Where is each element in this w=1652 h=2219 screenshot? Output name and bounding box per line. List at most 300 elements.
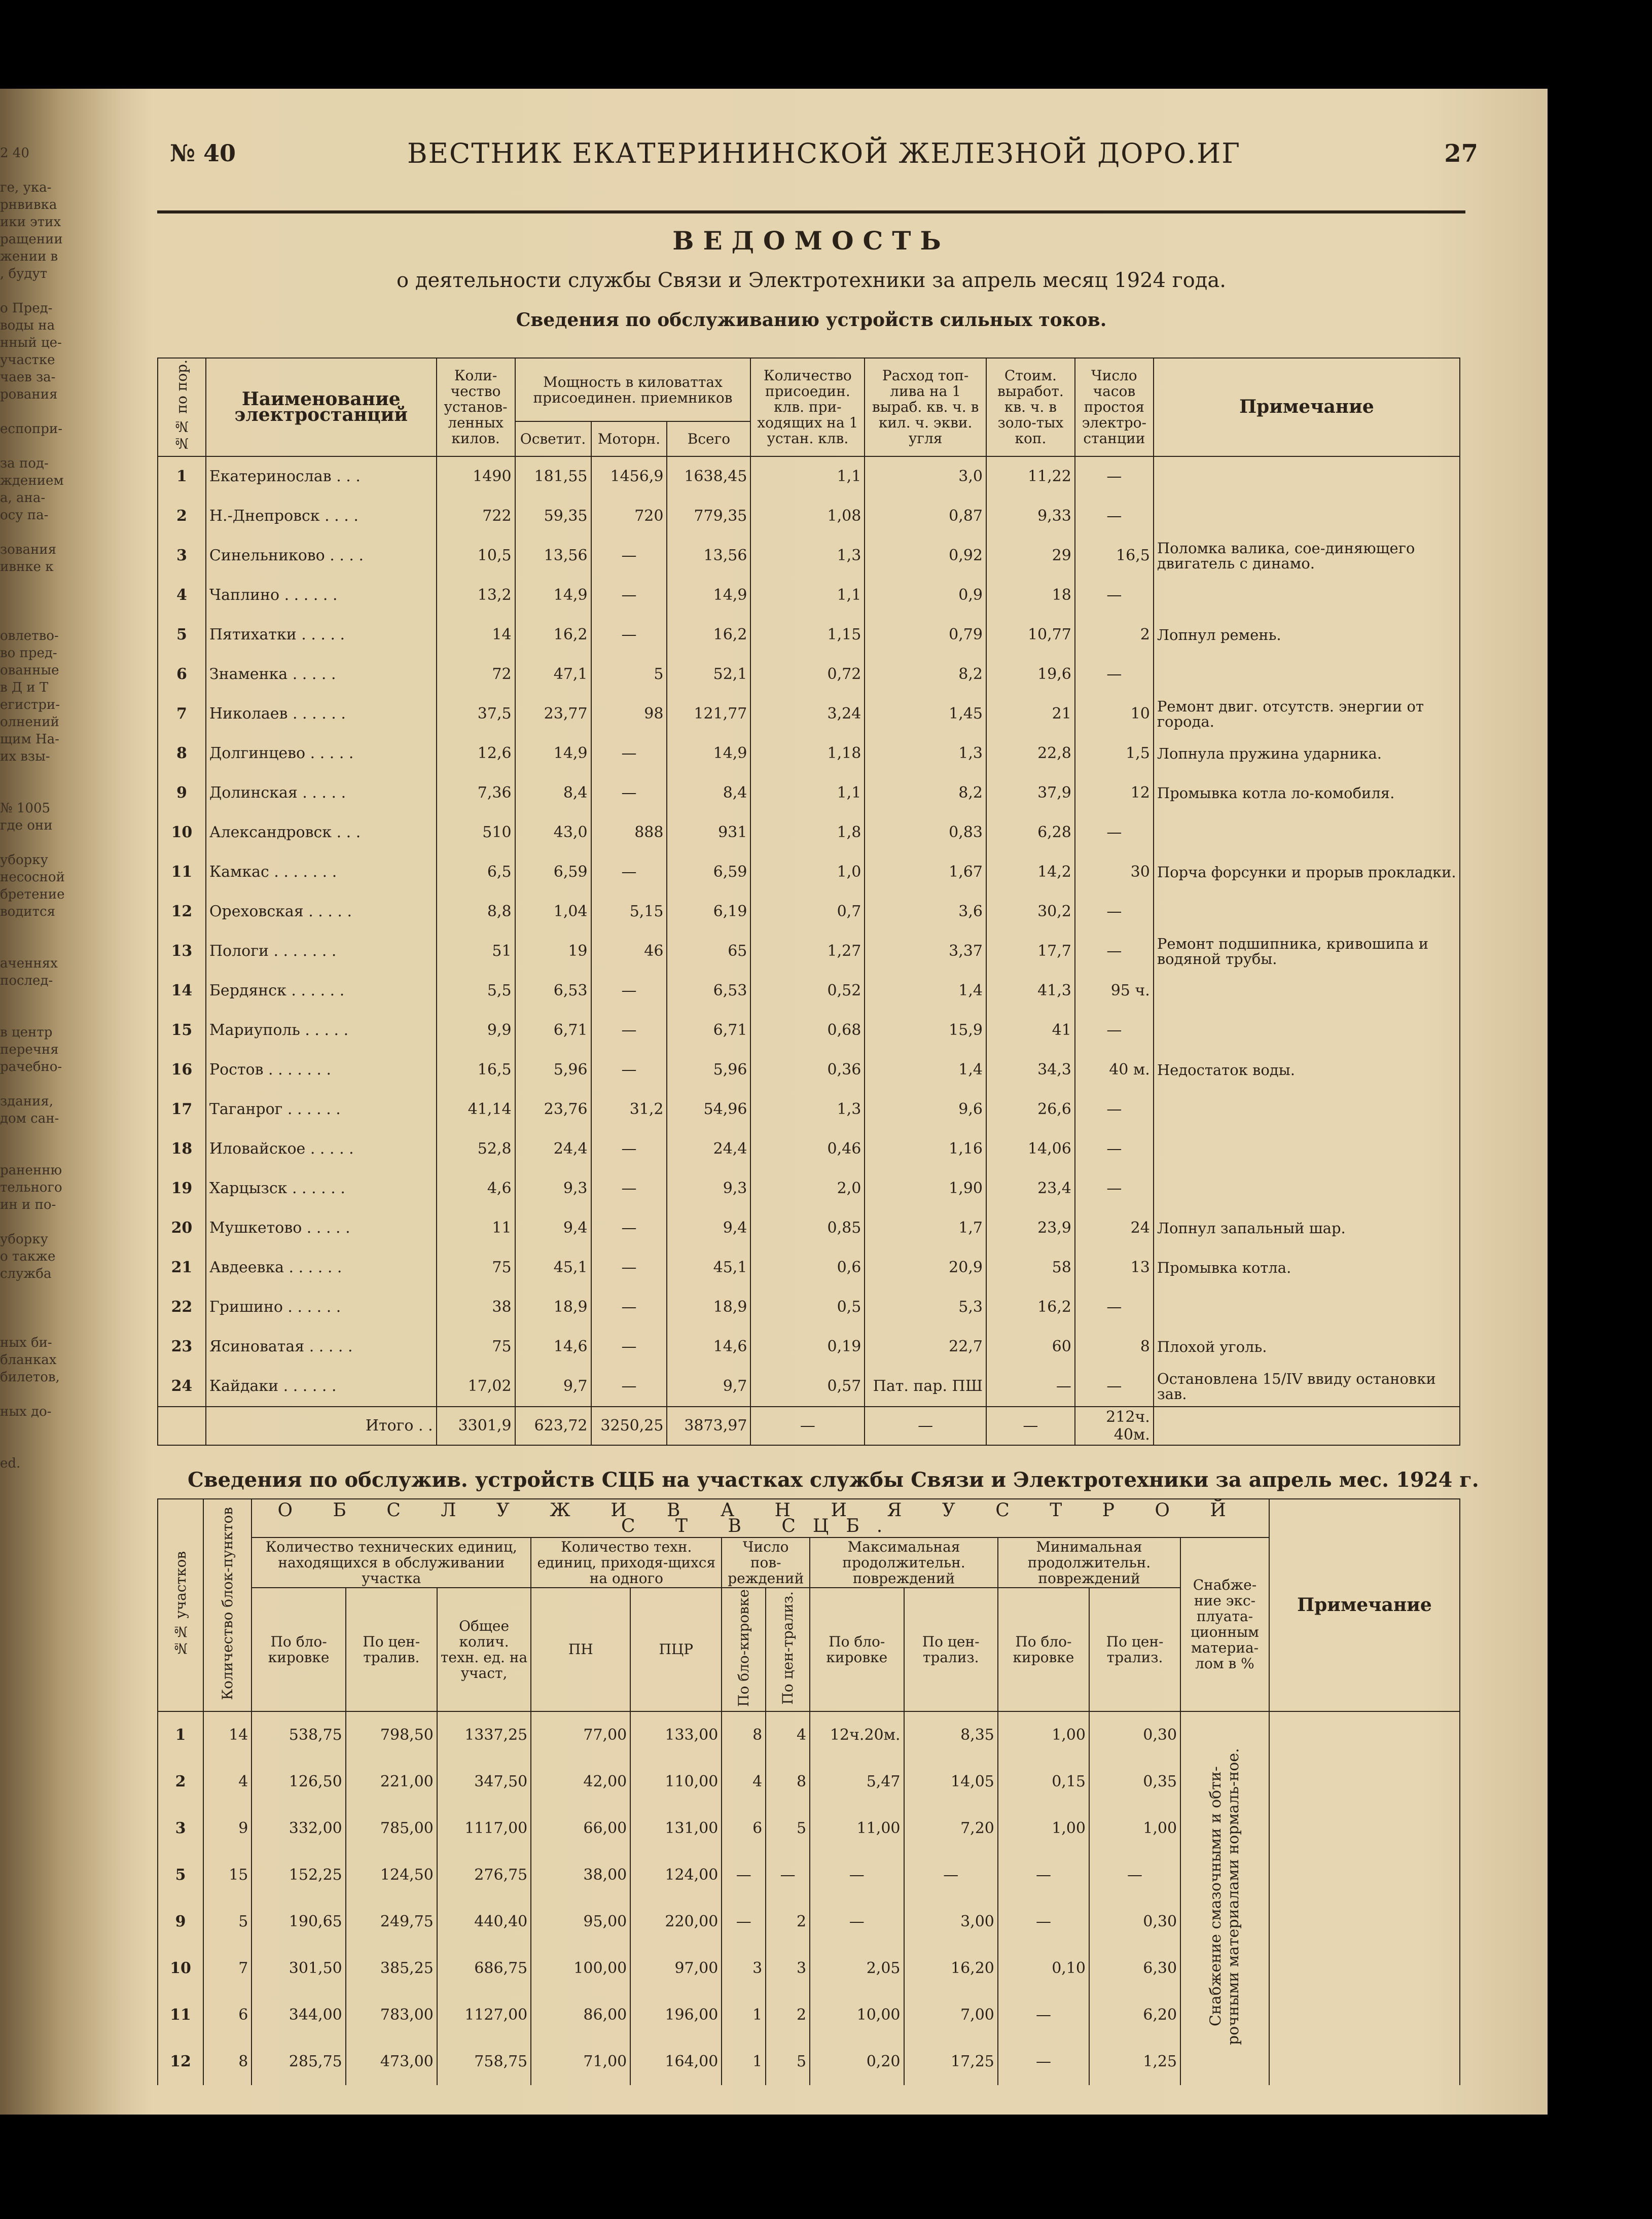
table1-caption: Сведения по обслуживанию устройств сильных токов.	[516, 309, 1107, 331]
station-cell-fuel: 9,6	[865, 1090, 986, 1129]
left-text-line: ин и по-	[0, 1197, 56, 1212]
col-total-header: Всего	[667, 421, 750, 456]
station-cell-motor: —	[591, 1287, 667, 1327]
station-cell-count: 11	[437, 1208, 515, 1248]
section-cell-pcr: 196,00	[630, 1992, 722, 2038]
section-cell-minb: 0,10	[998, 1945, 1089, 1992]
station-cell-idle: —	[1075, 456, 1154, 496]
station-cell-motor: 1456,9	[591, 456, 667, 496]
station-cell-total: 6,53	[667, 971, 750, 1011]
station-cell-n: 23	[158, 1327, 206, 1367]
section-cell-tot: 1117,00	[437, 1805, 531, 1852]
station-cell-motor: —	[591, 1011, 667, 1050]
section-cell-c: 473,00	[346, 2038, 437, 2085]
station-cell-total: 65	[667, 932, 750, 971]
total-cost: —	[986, 1407, 1075, 1445]
station-cell-total: 52,1	[667, 655, 750, 694]
station-cell-per: 0,57	[750, 1367, 865, 1407]
section-cell-maxb: 10,00	[810, 1992, 904, 2038]
station-cell-light: 6,71	[515, 1011, 591, 1050]
station-cell-per: 0,46	[750, 1129, 865, 1169]
station-cell-n: 13	[158, 932, 206, 971]
left-text-line	[0, 920, 109, 938]
station-cell-total: 6,19	[667, 892, 750, 932]
station-cell-total: 45,1	[667, 1248, 750, 1287]
station-cell-note	[1154, 1011, 1460, 1050]
t2-col-blocks-header: Количество блок-пунктов	[203, 1499, 252, 1711]
section-cell-maxb: 2,05	[810, 1945, 904, 1992]
station-cell-note	[1154, 576, 1460, 615]
station-cell-n: 20	[158, 1208, 206, 1248]
station-cell-cost: 14,06	[986, 1129, 1075, 1169]
section-cell-blocks: 5	[203, 1899, 252, 1945]
station-row	[158, 892, 1460, 932]
section-cell-maxc: 8,35	[904, 1711, 998, 1759]
left-text-line: ращении	[0, 232, 63, 247]
section-cell-dc: 4	[766, 1711, 810, 1759]
station-cell-idle: 2	[1075, 615, 1154, 655]
station-cell-n: 7	[158, 694, 206, 734]
document-subtitle: о деятельности службы Связи и Электротехники за апрель месяц 1924 года.	[397, 269, 1226, 292]
station-cell-note: Лопнул запальный шар.	[1154, 1208, 1460, 1248]
t2-min-block-header: По бло-кировке	[998, 1588, 1089, 1711]
section-cell-minc: 0,35	[1089, 1759, 1180, 1805]
section-cell-pcr: 131,00	[630, 1805, 722, 1852]
section-cell-b: 344,00	[252, 1992, 345, 2038]
left-text-line	[0, 162, 109, 179]
section-cell-pcr: 97,00	[630, 1945, 722, 1992]
t2-pn-header: ПН	[531, 1588, 630, 1711]
station-cell-per: 2,0	[750, 1169, 865, 1208]
station-cell-per: 1,3	[750, 536, 865, 576]
station-cell-count: 5,5	[437, 971, 515, 1011]
section-cell-maxb: 0,20	[810, 2038, 904, 2085]
section-cell-pn: 42,00	[531, 1759, 630, 1805]
station-cell-n: 8	[158, 734, 206, 773]
t2-per-one-header: Количество техн. единиц, приходя-щихся на одного	[531, 1537, 722, 1588]
station-cell-count: 722	[437, 496, 515, 536]
section-cell-blocks: 7	[203, 1945, 252, 1992]
section-cell-maxb: 12ч.20м.	[810, 1711, 904, 1759]
left-text-line	[0, 1007, 109, 1024]
station-cell-light: 47,1	[515, 655, 591, 694]
section-cell-b: 285,75	[252, 2038, 345, 2085]
t2-by-central-header: По цен-тралив.	[346, 1588, 437, 1711]
col-notes-header: Примечание	[1154, 358, 1460, 456]
station-cell-total: 5,96	[667, 1050, 750, 1090]
station-cell-idle: —	[1075, 496, 1154, 536]
station-cell-count: 16,5	[437, 1050, 515, 1090]
left-text-line	[0, 989, 109, 1007]
station-cell-cost: 9,33	[986, 496, 1075, 536]
t2-by-block-header: По бло-кировке	[252, 1588, 345, 1711]
left-text-line: в центр	[0, 1025, 53, 1040]
section-cell-minc: 0,30	[1089, 1711, 1180, 1759]
left-text-line	[0, 1076, 109, 1093]
station-cell-motor: —	[591, 1367, 667, 1407]
left-text-line: послед-	[0, 973, 53, 988]
station-row	[158, 1327, 1460, 1367]
left-text-line: рнвивка	[0, 197, 57, 212]
left-text-line	[0, 1438, 109, 1455]
station-cell-idle: 10	[1075, 694, 1154, 734]
section-cell-n: 3	[158, 1805, 203, 1852]
station-cell-total: 9,4	[667, 1208, 750, 1248]
station-cell-note: Лопнул ремень.	[1154, 615, 1460, 655]
station-cell-note	[1154, 456, 1460, 496]
station-cell-name: Харцызск . . . . . .	[206, 1169, 437, 1208]
station-cell-total: 1638,45	[667, 456, 750, 496]
section-cell-minb: 0,15	[998, 1759, 1089, 1805]
page-number: 27	[1444, 139, 1478, 168]
station-cell-cost: 41	[986, 1011, 1075, 1050]
station-cell-cost: 6,28	[986, 813, 1075, 852]
station-cell-motor: —	[591, 1327, 667, 1367]
section-cell-n: 9	[158, 1899, 203, 1945]
station-cell-count: 13,2	[437, 576, 515, 615]
station-cell-fuel: 1,45	[865, 694, 986, 734]
station-cell-name: Знаменка . . . . .	[206, 655, 437, 694]
section-cell-dc: —	[766, 1852, 810, 1899]
total-count: 3301,9	[437, 1407, 515, 1445]
section-cell-minb: —	[998, 1992, 1089, 2038]
station-cell-motor: —	[591, 1129, 667, 1169]
section-cell-dc: 5	[766, 1805, 810, 1852]
station-cell-count: 14	[437, 615, 515, 655]
station-cell-name: Пятихатки . . . . .	[206, 615, 437, 655]
left-text-line: щим На-	[0, 732, 59, 747]
station-cell-fuel: 1,67	[865, 852, 986, 892]
station-cell-per: 0,6	[750, 1248, 865, 1287]
section-cell-pcr: 220,00	[630, 1899, 722, 1945]
section-cell-db: 1	[722, 2038, 766, 2085]
station-cell-per: 1,1	[750, 576, 865, 615]
station-cell-note	[1154, 496, 1460, 536]
station-cell-n: 15	[158, 1011, 206, 1050]
left-text-line	[0, 1127, 109, 1144]
station-cell-light: 45,1	[515, 1248, 591, 1287]
t2-min-dur-header: Минимальная продолжительн. повреждений	[998, 1537, 1180, 1588]
station-cell-fuel: 1,4	[865, 971, 986, 1011]
station-cell-count: 12,6	[437, 734, 515, 773]
section-cell-n: 1	[158, 1711, 203, 1759]
section-cell-n: 11	[158, 1992, 203, 2038]
station-cell-count: 4,6	[437, 1169, 515, 1208]
section-cell-maxc: 3,00	[904, 1899, 998, 1945]
station-cell-count: 52,8	[437, 1129, 515, 1169]
total-total: 3873,97	[667, 1407, 750, 1445]
page-header	[170, 134, 1478, 175]
section-cell-minc: 0,30	[1089, 1899, 1180, 1945]
station-cell-name: Гришино . . . . . .	[206, 1287, 437, 1327]
station-cell-note: Ремонт подшипника, кривошипа и водяной трубы.	[1154, 932, 1460, 971]
left-text-line: бретение	[0, 887, 65, 902]
section-cell-dc: 3	[766, 1945, 810, 1992]
station-cell-idle: 1,5	[1075, 734, 1154, 773]
left-text-line: несосной	[0, 870, 65, 885]
station-cell-cost: 37,9	[986, 773, 1075, 813]
left-text-line: воды на	[0, 318, 55, 333]
station-cell-motor: —	[591, 536, 667, 576]
station-cell-name: Ростов . . . . . . .	[206, 1050, 437, 1090]
station-cell-count: 51	[437, 932, 515, 971]
left-text-line: где они	[0, 818, 53, 833]
station-cell-light: 19	[515, 932, 591, 971]
section-cell-tot: 758,75	[437, 2038, 531, 2085]
journal-title: ВЕСТНИК ЕКАТЕРИНИНСКОЙ ЖЕЛЕЗНОЙ ДОРО.ИГ	[407, 137, 1241, 169]
station-cell-light: 1,04	[515, 892, 591, 932]
left-text-line	[0, 282, 109, 300]
left-text-line: ики этих	[0, 214, 61, 230]
station-cell-per: 1,18	[750, 734, 865, 773]
station-cell-n: 2	[158, 496, 206, 536]
section-cell-pcr: 110,00	[630, 1759, 722, 1805]
left-text-line: раненню	[0, 1163, 62, 1178]
left-text-line	[0, 593, 109, 610]
station-cell-note	[1154, 892, 1460, 932]
left-text-line: служба	[0, 1266, 52, 1281]
station-cell-idle: —	[1075, 813, 1154, 852]
left-text-line: ных до-	[0, 1404, 52, 1419]
section-cell-minc: 6,30	[1089, 1945, 1180, 1992]
station-cell-name: Чаплино . . . . . .	[206, 576, 437, 615]
station-cell-note	[1154, 1287, 1460, 1327]
left-text-line: дом сан-	[0, 1111, 59, 1126]
section-cell-b: 126,50	[252, 1759, 345, 1805]
journal-page	[0, 89, 1548, 2115]
section-cell-maxb: —	[810, 1899, 904, 1945]
section-cell-db: 6	[722, 1805, 766, 1852]
station-cell-n: 1	[158, 456, 206, 496]
station-cell-note: Плохой уголь.	[1154, 1327, 1460, 1367]
left-text-line: в Д и Т	[0, 680, 49, 695]
section-cell-db: 1	[722, 1992, 766, 2038]
station-cell-per: 1,1	[750, 456, 865, 496]
station-cell-idle: —	[1075, 1011, 1154, 1050]
station-cell-note: Недостаток воды.	[1154, 1050, 1460, 1090]
total-idle: 212ч. 40м.	[1075, 1407, 1154, 1445]
section-cell-dc: 5	[766, 2038, 810, 2085]
station-row	[158, 1208, 1460, 1248]
station-cell-motor: —	[591, 1050, 667, 1090]
section-cell-blocks: 9	[203, 1805, 252, 1852]
station-cell-total: 14,9	[667, 576, 750, 615]
station-cell-idle: 13	[1075, 1248, 1154, 1287]
left-text-line: ждением	[0, 473, 64, 488]
total-fuel: —	[865, 1407, 986, 1445]
station-cell-name: Мариуполь . . . . .	[206, 1011, 437, 1050]
station-cell-n: 24	[158, 1367, 206, 1407]
station-cell-total: 18,9	[667, 1287, 750, 1327]
station-cell-n: 4	[158, 576, 206, 615]
station-cell-cost: 16,2	[986, 1287, 1075, 1327]
section-cell-minb: —	[998, 1899, 1089, 1945]
total-label: Итого . .	[206, 1407, 437, 1445]
section-cell-c: 798,50	[346, 1711, 437, 1759]
station-cell-note: Лопнула пружина ударника.	[1154, 734, 1460, 773]
station-row	[158, 932, 1460, 971]
station-cell-light: 9,7	[515, 1367, 591, 1407]
station-cell-per: 0,36	[750, 1050, 865, 1090]
section-cell-pn: 77,00	[531, 1711, 630, 1759]
station-cell-fuel: 22,7	[865, 1327, 986, 1367]
station-row	[158, 1050, 1460, 1090]
left-text-line	[0, 938, 109, 955]
power-stations-table	[157, 357, 1460, 1446]
left-text-line: 2 40	[0, 146, 29, 161]
t2-dmg-block-header: По бло-кировке	[722, 1588, 766, 1711]
station-row	[158, 496, 1460, 536]
section-cell-c: 783,00	[346, 1992, 437, 2038]
left-text-line: а, ана-	[0, 490, 46, 506]
col-per-unit-header: Количество присоедин. клв. при-ходящих на 1 устан. клв.	[750, 358, 865, 456]
left-text-line: ованные	[0, 663, 59, 678]
station-cell-fuel: 1,7	[865, 1208, 986, 1248]
section-cell-blocks: 6	[203, 1992, 252, 2038]
station-row	[158, 1367, 1460, 1407]
section-cell-c: 249,75	[346, 1899, 437, 1945]
section-cell-blocks: 14	[203, 1711, 252, 1759]
station-cell-total: 6,59	[667, 852, 750, 892]
section-cell-minc: 6,20	[1089, 1992, 1180, 2038]
station-cell-count: 75	[437, 1248, 515, 1287]
section-cell-tot: 686,75	[437, 1945, 531, 1992]
left-text-line: перечня	[0, 1042, 59, 1057]
station-cell-note: Промывка котла.	[1154, 1248, 1460, 1287]
col-index-header: №№ по пор.	[158, 358, 206, 456]
left-text-line: зования	[0, 542, 57, 557]
station-cell-motor: —	[591, 971, 667, 1011]
station-cell-per: 1,1	[750, 773, 865, 813]
left-text-line	[0, 576, 109, 593]
station-row	[158, 1248, 1460, 1287]
station-cell-light: 59,35	[515, 496, 591, 536]
station-cell-fuel: 8,2	[865, 655, 986, 694]
station-cell-per: 0,68	[750, 1011, 865, 1050]
station-cell-idle: 12	[1075, 773, 1154, 813]
station-cell-count: 75	[437, 1327, 515, 1367]
station-cell-fuel: 0,79	[865, 615, 986, 655]
col-power-header: Мощность в киловаттах присоединен. приемников	[515, 358, 751, 421]
station-cell-cost: 18	[986, 576, 1075, 615]
station-cell-motor: 5	[591, 655, 667, 694]
section-cell-maxc: 16,20	[904, 1945, 998, 1992]
section-cell-c: 124,50	[346, 1852, 437, 1899]
station-cell-light: 14,9	[515, 576, 591, 615]
left-text-line: осу па-	[0, 508, 49, 523]
station-cell-per: 0,5	[750, 1287, 865, 1327]
left-text-line	[0, 1386, 109, 1403]
left-text-line: жении в	[0, 249, 58, 264]
station-cell-light: 24,4	[515, 1129, 591, 1169]
station-cell-per: 1,08	[750, 496, 865, 536]
station-cell-n: 21	[158, 1248, 206, 1287]
station-cell-light: 43,0	[515, 813, 591, 852]
section-cell-dc: 2	[766, 1899, 810, 1945]
station-cell-light: 9,4	[515, 1208, 591, 1248]
section-cell-tot: 276,75	[437, 1852, 531, 1899]
section-cell-db: 4	[722, 1759, 766, 1805]
station-row	[158, 1011, 1460, 1050]
station-cell-light: 181,55	[515, 456, 591, 496]
station-row	[158, 813, 1460, 852]
left-text-line	[0, 610, 109, 627]
left-text-line: здания,	[0, 1094, 54, 1109]
station-cell-fuel: 1,16	[865, 1129, 986, 1169]
station-cell-light: 16,2	[515, 615, 591, 655]
left-text-line: уборку	[0, 852, 48, 868]
station-cell-count: 510	[437, 813, 515, 852]
section-cell-maxc: 7,20	[904, 1805, 998, 1852]
station-row	[158, 456, 1460, 496]
left-text-line: овлетво-	[0, 628, 59, 643]
section-cell-blocks: 8	[203, 2038, 252, 2085]
station-cell-count: 17,02	[437, 1367, 515, 1407]
left-text-line	[0, 524, 109, 541]
station-cell-name: Таганрог . . . . . .	[206, 1090, 437, 1129]
station-cell-note	[1154, 1169, 1460, 1208]
station-row	[158, 1287, 1460, 1327]
section-cell-minb: 1,00	[998, 1711, 1089, 1759]
station-cell-motor: —	[591, 1248, 667, 1287]
station-cell-motor: —	[591, 852, 667, 892]
station-cell-motor: 720	[591, 496, 667, 536]
station-cell-note	[1154, 1090, 1460, 1129]
t2-pcr-header: ПЦР	[630, 1588, 722, 1711]
section-cell-pcr: 164,00	[630, 2038, 722, 2085]
station-row	[158, 576, 1460, 615]
section-cell-pn: 95,00	[531, 1899, 630, 1945]
section-cell-blocks: 15	[203, 1852, 252, 1899]
left-text-line: , будут	[0, 266, 48, 281]
station-cell-n: 16	[158, 1050, 206, 1090]
t2-total-units-header: Общее колич. техн. ед. на участ,	[437, 1588, 531, 1711]
left-text-line: ивнке к	[0, 559, 54, 575]
t2-max-central-header: По цен-трализ.	[904, 1588, 998, 1711]
station-cell-n: 10	[158, 813, 206, 852]
col-idle-header: Число часов простоя электро-станции	[1075, 358, 1154, 456]
station-cell-idle: 95 ч.	[1075, 971, 1154, 1011]
station-cell-cost: —	[986, 1367, 1075, 1407]
station-cell-motor: 888	[591, 813, 667, 852]
station-row	[158, 852, 1460, 892]
col-motor-header: Моторн.	[591, 421, 667, 456]
station-row	[158, 971, 1460, 1011]
station-cell-light: 9,3	[515, 1169, 591, 1208]
station-cell-idle: 30	[1075, 852, 1154, 892]
station-cell-n: 17	[158, 1090, 206, 1129]
station-cell-fuel: 1,90	[865, 1169, 986, 1208]
section-cell-c: 221,00	[346, 1759, 437, 1805]
station-cell-light: 5,96	[515, 1050, 591, 1090]
station-cell-fuel: 5,3	[865, 1287, 986, 1327]
section-cell-db: 8	[722, 1711, 766, 1759]
station-cell-name: Пологи . . . . . . .	[206, 932, 437, 971]
station-cell-cost: 22,8	[986, 734, 1075, 773]
section-cell-db: 3	[722, 1945, 766, 1992]
station-cell-motor: —	[591, 734, 667, 773]
section-cell-blocks: 4	[203, 1759, 252, 1805]
section-cell-b: 301,50	[252, 1945, 345, 1992]
station-cell-idle: 40 м.	[1075, 1050, 1154, 1090]
station-cell-fuel: 0,92	[865, 536, 986, 576]
left-text-line: уборку	[0, 1232, 48, 1247]
station-cell-cost: 23,9	[986, 1208, 1075, 1248]
station-cell-name: Кайдаки . . . . . .	[206, 1367, 437, 1407]
left-text-line: во пред-	[0, 646, 57, 661]
left-text-line: нный це-	[0, 335, 62, 350]
t2-dmg-central-header: По цен-трализ.	[766, 1588, 810, 1711]
